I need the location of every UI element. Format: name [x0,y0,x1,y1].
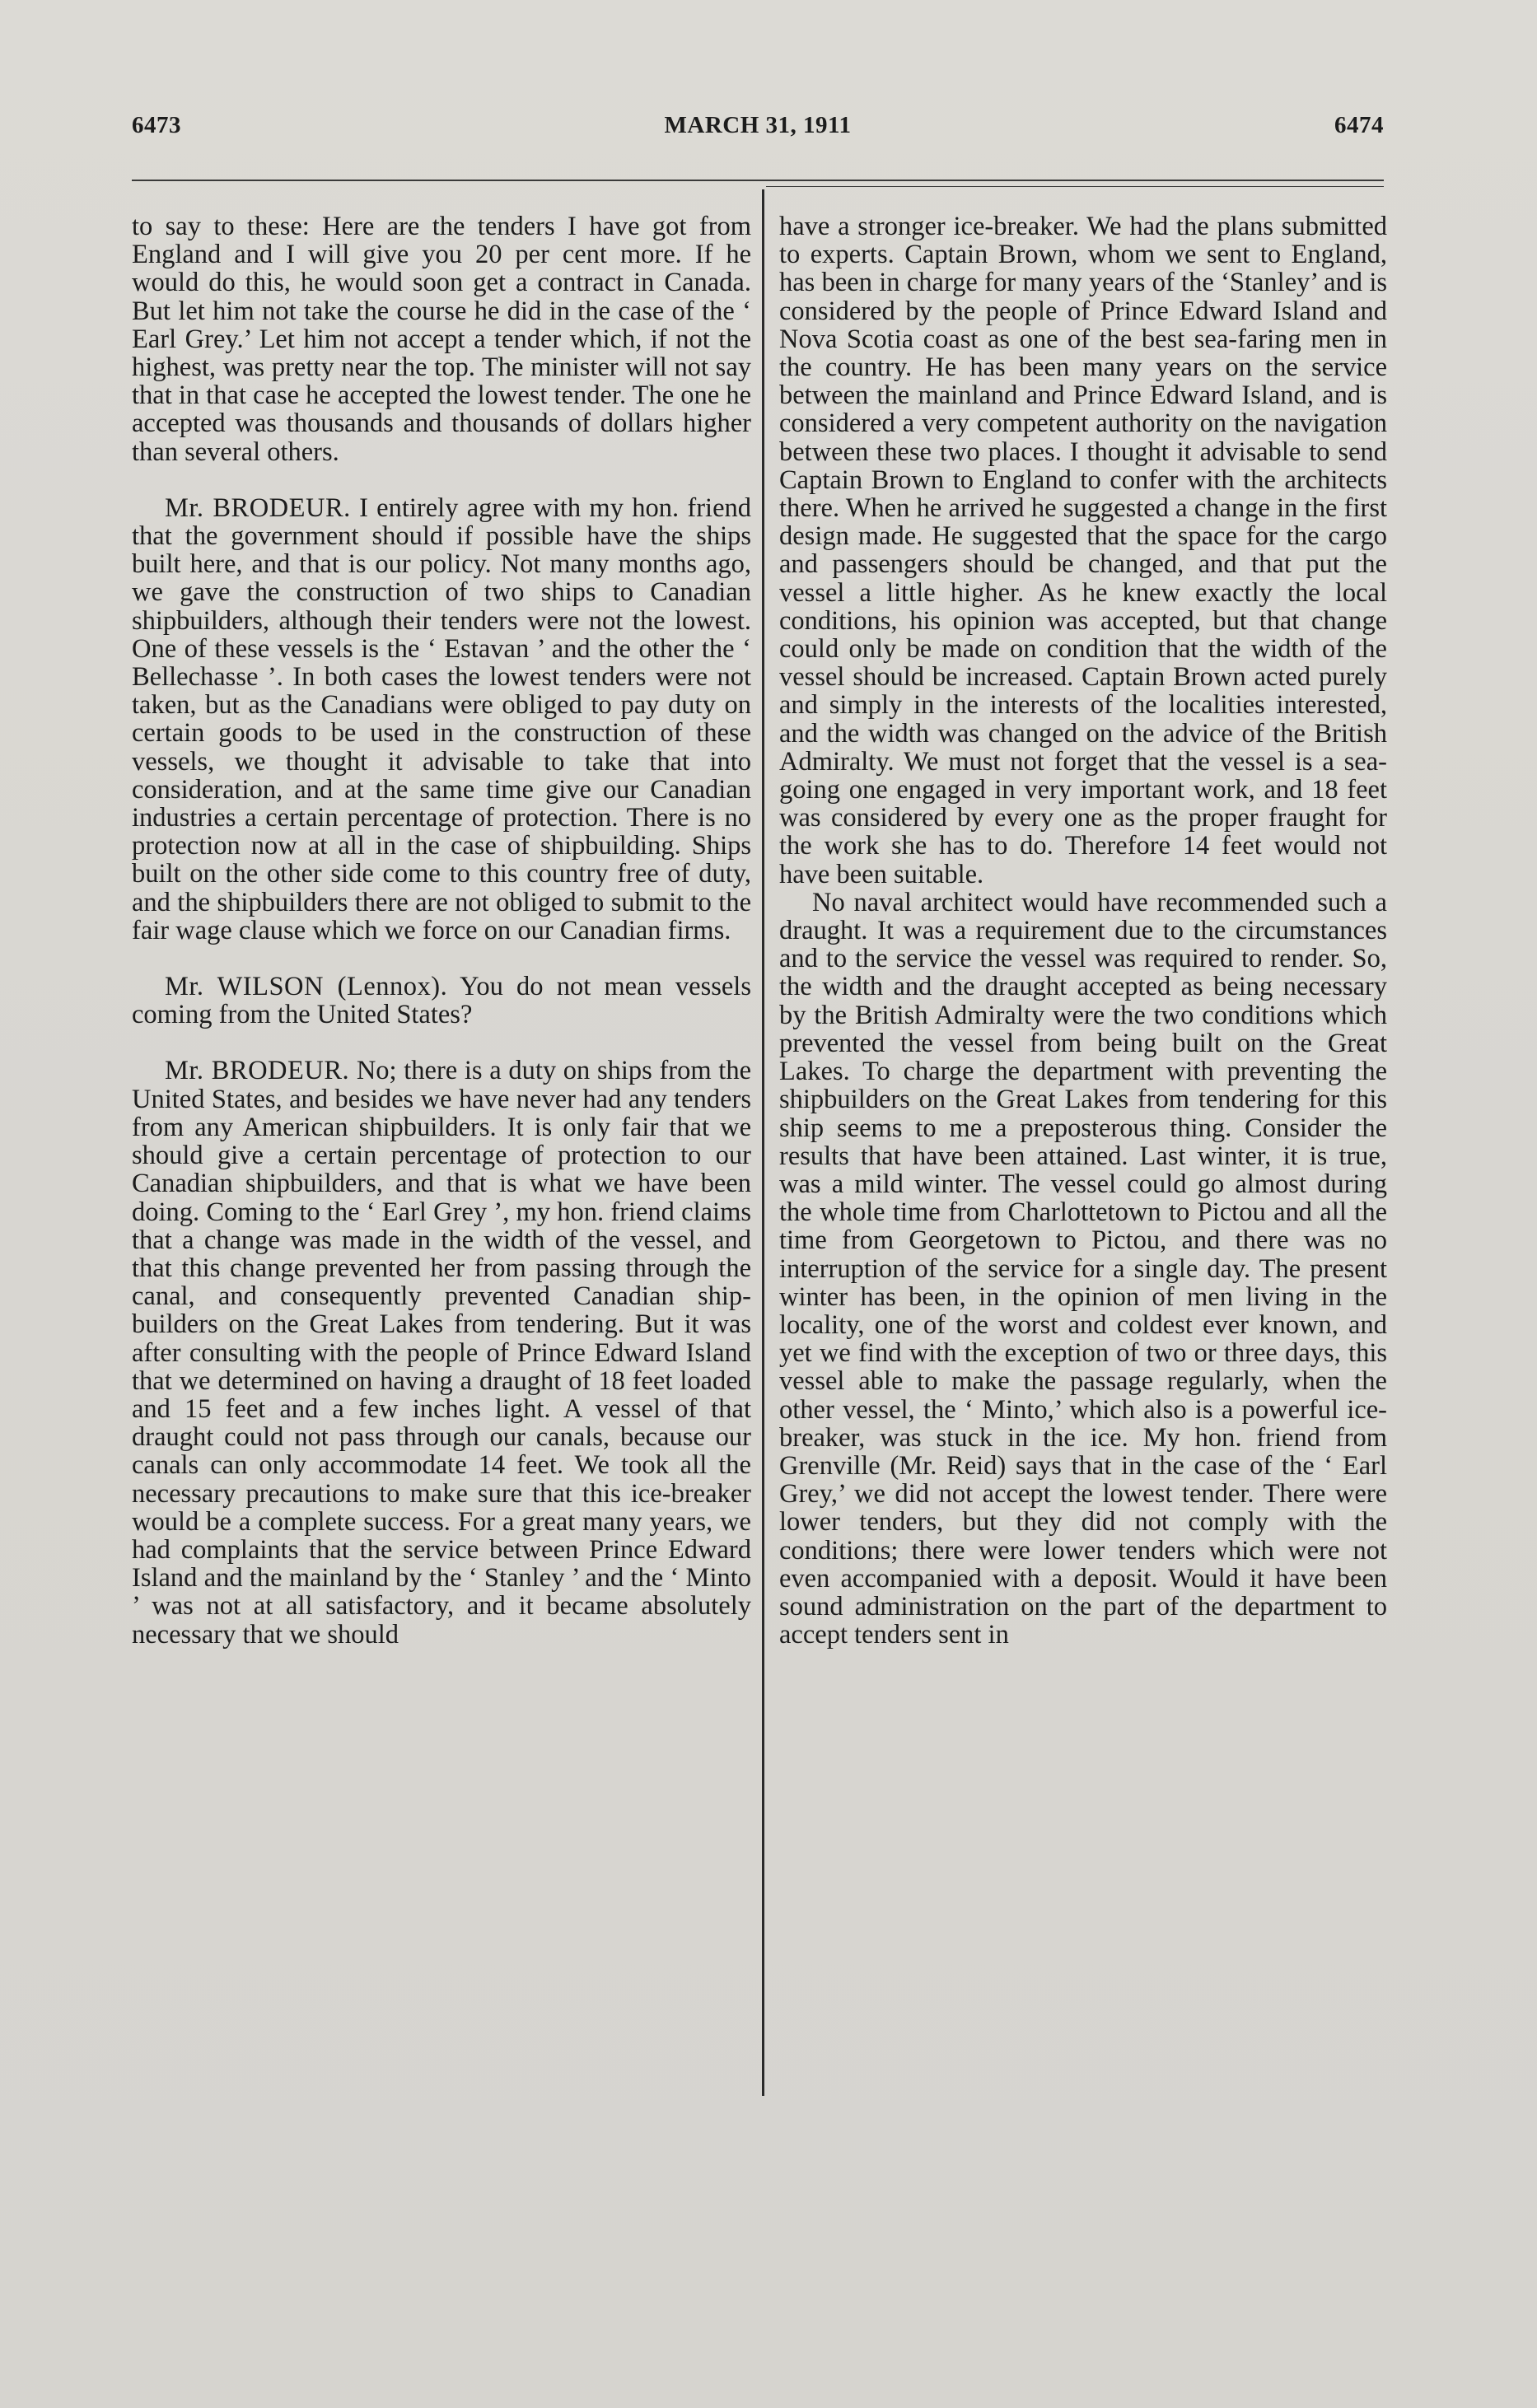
page-number-right: 6474 [1334,112,1384,138]
speaker-name: Mr. BRODEUR. [165,492,351,523]
paragraph-text: to say to these: Here are the tenders I have got from England and I will give you 20 per cent more. If he would do this, he would soon get a contract in Canada. But let him not take the course he did in the case of the ‘ Earl Grey.’ Let him not accept a tender which, if not the highest, was pretty near the top. The minister will not say that in that case he accepted the lowest tender. The one he accepted was thousands and thousands of dollars higher than several others. [132,212,752,467]
paragraph [779,889,1387,1649]
speaker-name: Mr. BRODEUR. [165,1056,350,1086]
speaker-name: Mr. WILSON (Lennox). [165,972,448,1002]
page-number-left: 6473 [132,112,181,138]
paragraph [132,973,751,1029]
right-column [779,212,1387,1649]
column-divider [762,189,764,2096]
paragraph-text: have a stronger ice-breaker. We had the plans submitted to experts. Captain Brown, whom we sent to England, has been in charge for many years of the ‘Stanley’ and is considered by the people of Prince Edward Island and Nova Scotia coast as one of the best sea-faring men in the country. He has been many years on the service between the mainland and Prince Edward Island, and is considered a very competent authority on the navigation between these two places. I thought it advisable to send Captain Brown to England to confer with the architects there. When he arrived he suggested a change in the first design made. He suggested that the space for the cargo and passengers should be changed, and that put the vessel a little higher. As he knew exactly the local conditions, his opinion was accepted, but that change could only be made on condition that the width of the vessel should be increased. Captain Brown acted purely and simply in the interests of the localities interested, and the width was changed on the advice of the British Admiralty. We must not forget that the vessel is a sea-going one engaged in very important work, and 18 feet was considered by every one as the proper fraught for the work she has to do. Therefore 14 feet would not have been suitable. [779,212,1387,889]
paragraph [132,1057,751,1648]
header-rule [132,180,1384,181]
page-header [132,112,1384,145]
header-rule-secondary [766,186,1384,187]
left-column [132,212,751,1649]
paragraph-text: I entirely agree with my hon. friend that the government should if possible have the ships built here, and that is our policy. Not many months ago, we gave the construction of two ships to Canadian shipbuilders, although their tenders were not the lowest. One of these vessels is the ‘ Estavan ’ and the other the ‘ Bellechasse ’. In both cases the lowest tenders were not taken, but as the Canadians were obliged to pay duty on certain goods to be used in the construction of these vessels, we thought it advisable to take that into consideration, and at the same time give our Canadian industries a certain percentage of protection. There is no protection now at all in the case of shipbuilding. Ships built on the other side come to this country free of duty, and the shipbuilders there are not obliged to submit to the fair wage clause which we force on our Canadian firms. [132,492,752,945]
paragraph-text: No; there is a duty on ships from the United States, and besides we have never had any tenders from any American shipbuilders. It is only fair that we should give a certain percentage of protection to our Canadian shipbuilders, and that is what we have been doing. Coming to the ‘ Earl Grey ’, my hon. friend claims that a change was made in the width of the vessel, and that this change prevented her from passing through the canal, and consequently prevented Canadian ship-builders on the Great Lakes from tendering. But it was after consulting with the people of Prince Edward Island that we determined on having a draught of 18 feet loaded and 15 feet and a few inches light. A vessel of that draught could not pass through our canals, because our canals can only accommodate 14 feet. We took all the necessary precautions to make sure that this ice-breaker would be a complete success. For a great many years, we had complaints that the service between Prince Edward Island and the mainland by the ‘ Stanley ’ and the ‘ Minto ’ was not at all satisfactory, and it became absolutely necessary that we should [132,1056,751,1650]
paragraph [779,212,1387,889]
page-date: MARCH 31, 1911 [664,112,852,138]
paragraph [132,212,751,466]
paragraph [132,494,751,945]
paragraph-text: You do not mean vessels coming from the United States? [132,972,751,1030]
paragraph-text: No naval architect would have recommended such a draught. It was a requirement due to the circumstances and to the service the vessel was required to render. So, the width and the draught accepted as being necessary by the British Admiralty were the two conditions which prevented the vessel from being built on the Great Lakes. To charge the department with preventing the shipbuilders on the Great Lakes from tendering for this ship seems to me a preposterous thing. Consider the results that have been attained. Last winter, it is true, was a mild winter. The vessel could go almost during the whole time from Charlottetown to Pictou and all the time from Georgetown to Pictou, and there was no interruption of the service for a single day. The present winter has been, in the opinion of men living in the locality, one of the worst and coldest ever known, and yet we find with the exception of two or three days, this vessel able to make the passage regularly, when the other vessel, the ‘ Minto,’ which also is a powerful ice-breaker, was stuck in the ice. My hon. friend from Grenville (Mr. Reid) says that in the case of the ‘ Earl Grey,’ we did not accept the lowest tender. There were lower tenders, but they did not comply with the conditions; there were lower tenders which were not even accompanied with a deposit. Would it have been sound administration on the part of the department to accept tenders sent in [779,887,1387,1650]
